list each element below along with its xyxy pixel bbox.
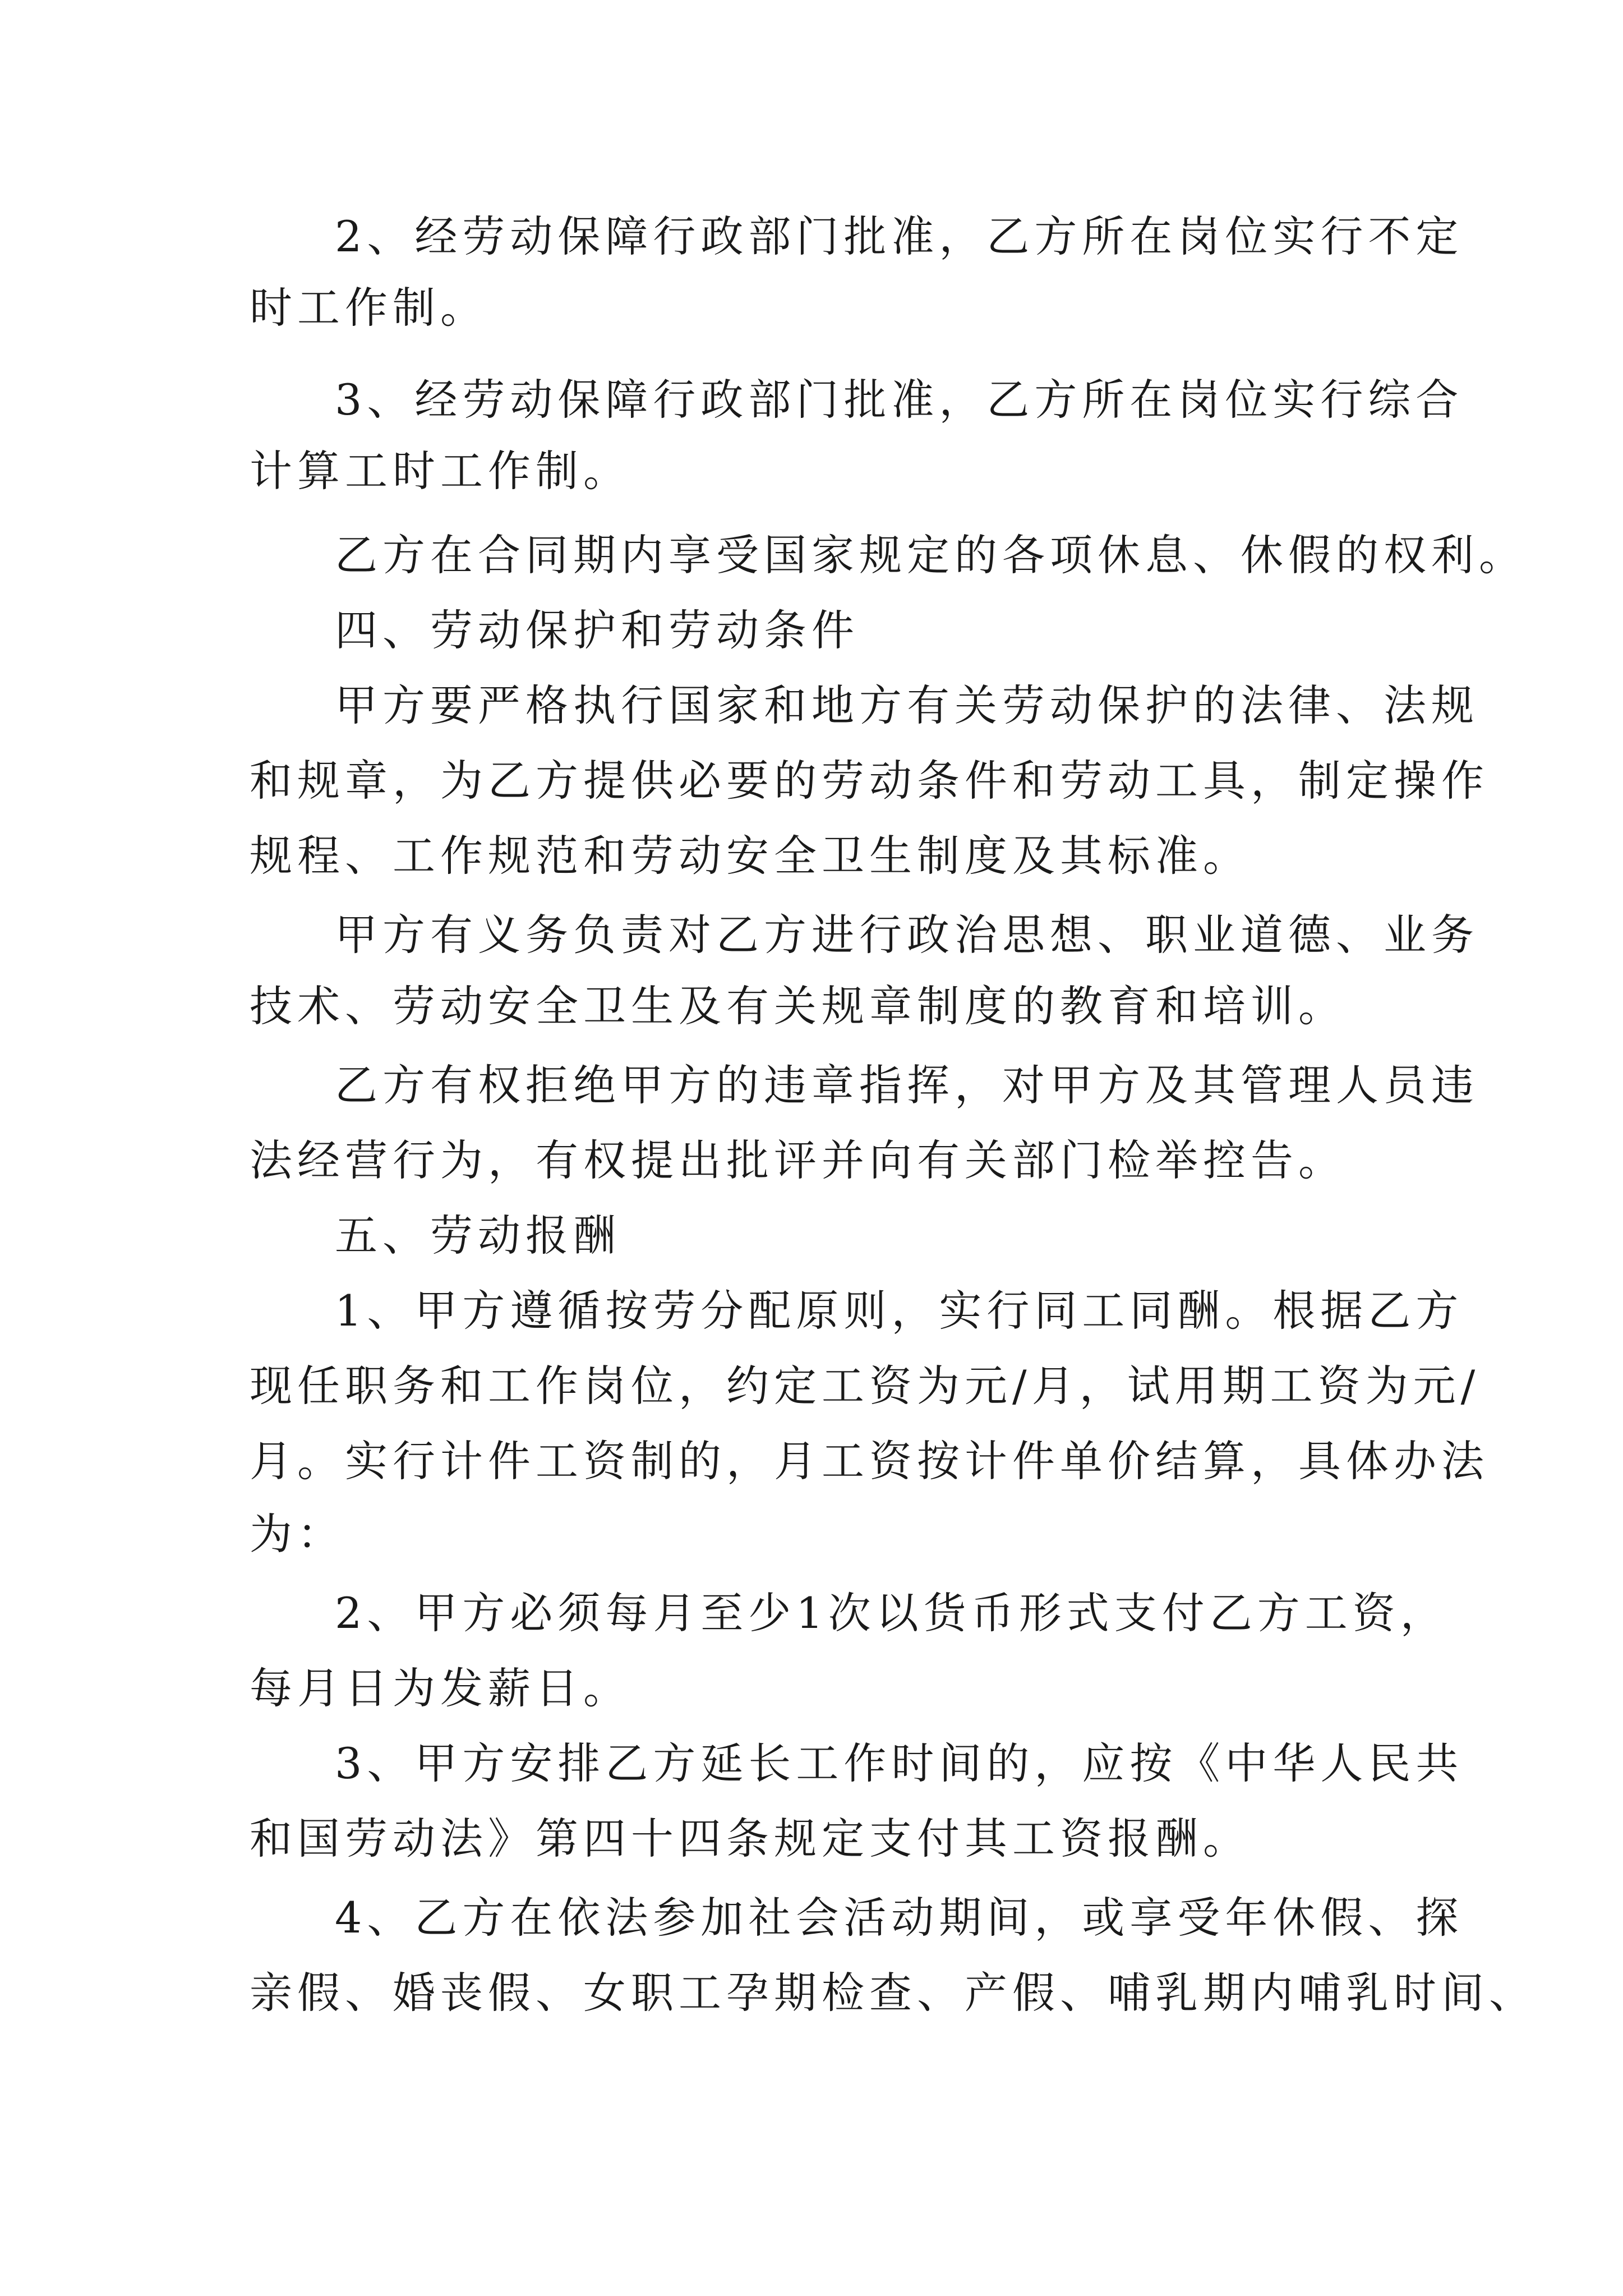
paragraph-line: 为： (250, 1509, 345, 1559)
section-heading: 四、劳动保护和劳动条件 (335, 605, 859, 655)
paragraph-line: 现任职务和工作岗位，约定工资为元/月，试用期工资为元/ (250, 1361, 1481, 1411)
paragraph-line: 时工作制。 (250, 283, 488, 333)
paragraph-line: 3、经劳动保障行政部门批准，乙方所在岗位实行综合 (335, 375, 1464, 425)
paragraph-line: 法经营行为，有权提出批评并向有关部门检举控告。 (250, 1135, 1346, 1185)
paragraph-line: 规程、工作规范和劳动安全卫生制度及其标准。 (250, 831, 1251, 881)
paragraph-line: 4、乙方在依法参加社会活动期间，或享受年休假、探 (335, 1893, 1464, 1943)
paragraph-line: 2、甲方必须每月至少1次以货币形式支付乙方工资， (335, 1588, 1448, 1638)
paragraph-line: 甲方要严格执行国家和地方有关劳动保护的法律、法规 (335, 680, 1479, 730)
paragraph-line: 亲假、婚丧假、女职工孕期检查、产假、哺乳期内哺乳时间、 (250, 1968, 1537, 2018)
paragraph-line: 每月日为发薪日。 (250, 1663, 631, 1713)
paragraph-line: 1、甲方遵循按劳分配原则，实行同工同酬。根据乙方 (335, 1286, 1464, 1336)
section-heading: 五、劳动报酬 (335, 1211, 621, 1260)
paragraph-line: 2、经劳动保障行政部门批准，乙方所在岗位实行不定 (335, 211, 1464, 261)
paragraph-line: 甲方有义务负责对乙方进行政治思想、职业道德、业务 (335, 910, 1479, 960)
paragraph-line: 月。实行计件工资制的，月工资按计件单价结算，具体办法 (250, 1436, 1489, 1486)
paragraph-line: 和国劳动法》第四十四条规定支付其工资报酬。 (250, 1814, 1251, 1864)
paragraph-line: 计算工时工作制。 (250, 446, 631, 496)
paragraph-line: 技术、劳动安全卫生及有关规章制度的教育和培训。 (250, 981, 1346, 1031)
paragraph-line: 和规章，为乙方提供必要的劳动条件和劳动工具，制定操作 (250, 756, 1489, 806)
paragraph-line: 乙方在合同期内享受国家规定的各项休息、休假的权利。 (335, 530, 1527, 580)
paragraph-line: 3、甲方安排乙方延长工作时间的，应按《中华人民共 (335, 1738, 1464, 1788)
paragraph-line: 乙方有权拒绝甲方的违章指挥，对甲方及其管理人员违 (335, 1060, 1479, 1110)
